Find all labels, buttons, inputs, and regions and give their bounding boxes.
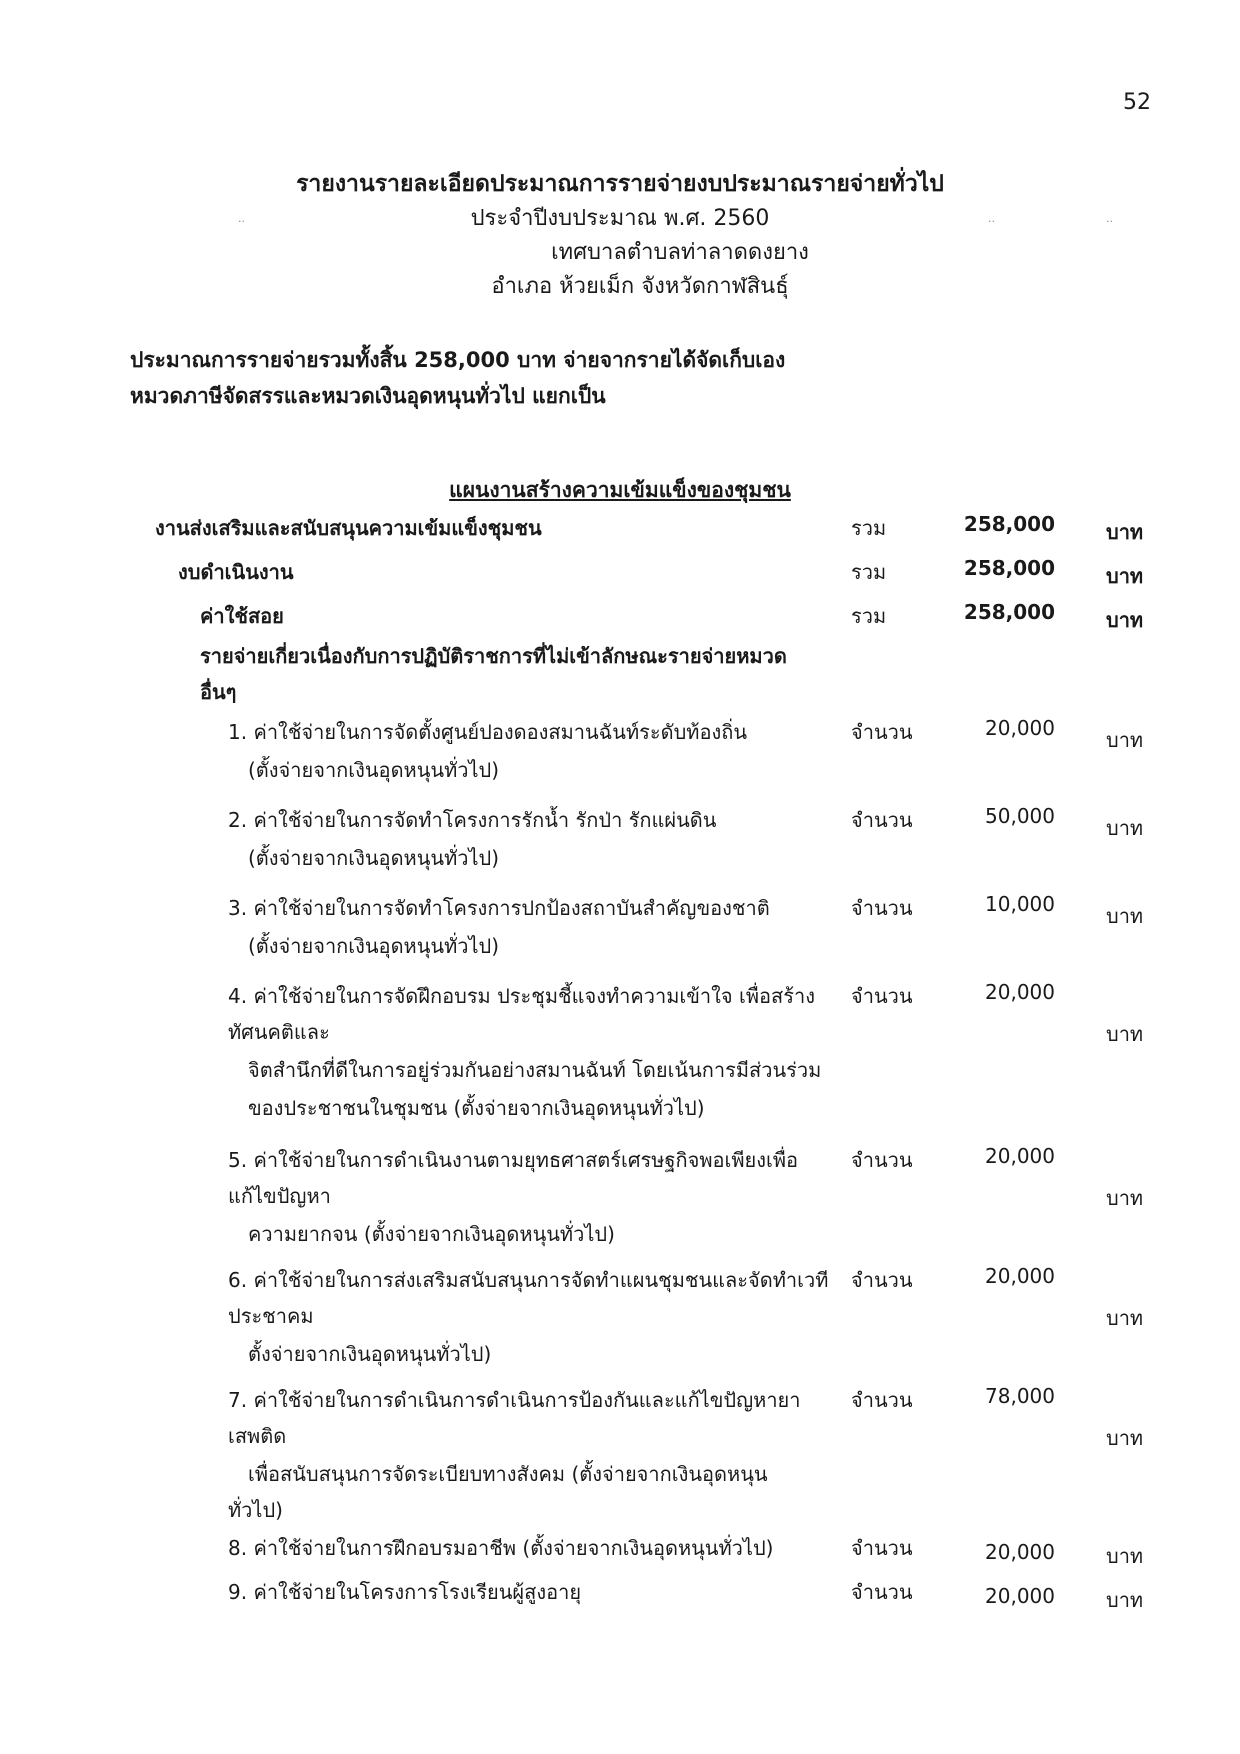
summary-label: งบดำเนินงาน xyxy=(178,560,294,584)
item-unit: บาท xyxy=(1106,1306,1144,1330)
item-wrap: ทั่วไป) xyxy=(228,1498,283,1522)
item-label: 5. ค่าใช้จ่ายในการดำเนินงานตามยุทธศาสตร์เศรษฐกิจพอเพียงเพื่อ xyxy=(228,1148,799,1172)
item-note: เพื่อสนับสนุนการจัดระเบียบทางสังคม (ตั้งจ่ายจากเงินอุดหนุน xyxy=(248,1462,768,1486)
summary-label: ค่าใช้สอย xyxy=(200,604,284,628)
item-note: (ตั้งจ่ายจากเงินอุดหนุนทั่วไป) xyxy=(248,846,500,870)
item-note: ของประชาชนในชุมชน (ตั้งจ่ายจากเงินอุดหนุนทั่วไป) xyxy=(248,1096,705,1120)
item-word: จำนวน xyxy=(851,1580,913,1604)
item-unit: บาท xyxy=(1106,904,1144,928)
item-amount: 78,000 xyxy=(985,1384,1055,1408)
item-amount: 10,000 xyxy=(985,892,1055,916)
item-word: จำนวน xyxy=(851,1148,913,1172)
category-line-2: อื่นๆ xyxy=(200,680,237,704)
item-word: จำนวน xyxy=(851,720,913,744)
item-amount: 20,000 xyxy=(985,1144,1055,1168)
item-word: จำนวน xyxy=(851,984,913,1008)
item-amount: 20,000 xyxy=(985,1264,1055,1288)
district-province: อำเภอ ห้วยเม็ก จังหวัดกาฬสินธุ์ xyxy=(491,274,789,299)
scan-dot: .. xyxy=(988,212,995,225)
item-wrap: เสพติด xyxy=(228,1424,287,1448)
summary-word: รวม xyxy=(851,560,887,584)
summary-label: งานส่งเสริมและสนับสนุนความเข้มแข็งชุมชน xyxy=(155,516,542,540)
item-label: 3. ค่าใช้จ่ายในการจัดทำโครงการปกป้องสถาบันสำคัญของชาติ xyxy=(228,896,770,920)
item-label: 1. ค่าใช้จ่ายในการจัดตั้งศูนย์ปองดองสมานฉันท์ระดับท้องถิ่น xyxy=(228,720,748,744)
item-amount: 20,000 xyxy=(985,1584,1055,1608)
summary-unit: บาท xyxy=(1106,520,1144,544)
item-amount: 20,000 xyxy=(985,980,1055,1004)
item-unit: บาท xyxy=(1106,816,1144,840)
intro-line-2: หมวดภาษีจัดสรรและหมวดเงินอุดหนุนทั่วไป แยกเป็น xyxy=(130,384,606,408)
item-note: จิตสำนึกที่ดีในการอยู่ร่วมกันอย่างสมานฉันท์ โดยเน้นการมีส่วนร่วม xyxy=(248,1058,822,1082)
item-label: 8. ค่าใช้จ่ายในการฝึกอบรมอาชีพ (ตั้งจ่ายจากเงินอุดหนุนทั่วไป) xyxy=(228,1536,774,1560)
scan-dot: .. xyxy=(238,212,245,225)
summary-amount: 258,000 xyxy=(963,512,1055,536)
item-wrap: ประชาคม xyxy=(228,1304,314,1328)
fiscal-year: ประจำปีงบประมาณ พ.ศ. 2560 xyxy=(470,206,770,231)
summary-word: รวม xyxy=(851,604,887,628)
item-word: จำนวน xyxy=(851,1536,913,1560)
plan-title: แผนงานสร้างความเข้มแข็งของชุมชน xyxy=(449,478,791,502)
item-note: (ตั้งจ่ายจากเงินอุดหนุนทั่วไป) xyxy=(248,758,500,782)
item-amount: 50,000 xyxy=(985,804,1055,828)
item-label: 6. ค่าใช้จ่ายในการส่งเสริมสนับสนุนการจัดทำแผนชุมชนและจัดทำเวที xyxy=(228,1268,829,1292)
scan-dot: .. xyxy=(1106,212,1113,225)
item-note: ตั้งจ่ายจากเงินอุดหนุนทั่วไป) xyxy=(248,1342,492,1366)
category-line-1: รายจ่ายเกี่ยวเนื่องกับการปฏิบัติราชการที่ไม่เข้าลักษณะรายจ่ายหมวด xyxy=(200,644,787,668)
item-word: จำนวน xyxy=(851,1268,913,1292)
item-unit: บาท xyxy=(1106,1588,1144,1612)
item-amount: 20,000 xyxy=(985,1540,1055,1564)
summary-amount: 258,000 xyxy=(963,556,1055,580)
item-label: 7. ค่าใช้จ่ายในการดำเนินการดำเนินการป้องกันและแก้ไขปัญหายา xyxy=(228,1388,801,1412)
item-unit: บาท xyxy=(1106,1544,1144,1568)
item-unit: บาท xyxy=(1106,1022,1144,1046)
summary-unit: บาท xyxy=(1106,564,1144,588)
item-label: 2. ค่าใช้จ่ายในการจัดทำโครงการรักน้ำ รักป่า รักแผ่นดิน xyxy=(228,808,717,832)
item-word: จำนวน xyxy=(851,896,913,920)
organization-name: เทศบาลตำบลท่าลาดดงยาง xyxy=(551,240,809,265)
item-wrap: แก้ไขปัญหา xyxy=(228,1184,331,1208)
item-unit: บาท xyxy=(1106,1426,1144,1450)
summary-unit: บาท xyxy=(1106,608,1144,632)
item-note: ความยากจน (ตั้งจ่ายจากเงินอุดหนุนทั่วไป) xyxy=(248,1222,615,1246)
summary-word: รวม xyxy=(851,516,887,540)
item-unit: บาท xyxy=(1106,728,1144,752)
item-label: 9. ค่าใช้จ่ายในโครงการโรงเรียนผู้สูงอายุ xyxy=(228,1580,582,1604)
page-number: 52 xyxy=(1123,90,1151,115)
item-amount: 20,000 xyxy=(985,716,1055,740)
item-unit: บาท xyxy=(1106,1186,1144,1210)
summary-amount: 258,000 xyxy=(963,600,1055,624)
report-title: รายงานรายละเอียดประมาณการรายจ่ายงบประมาณรายจ่ายทั่วไป xyxy=(296,171,944,197)
item-word: จำนวน xyxy=(851,808,913,832)
item-wrap: ทัศนคติและ xyxy=(228,1020,330,1044)
item-note: (ตั้งจ่ายจากเงินอุดหนุนทั่วไป) xyxy=(248,934,500,958)
item-word: จำนวน xyxy=(851,1388,913,1412)
intro-line-1: ประมาณการรายจ่ายรวมทั้งสิ้น 258,000 บาท จ่ายจากรายได้จัดเก็บเอง xyxy=(130,348,786,372)
item-label: 4. ค่าใช้จ่ายในการจัดฝึกอบรม ประชุมชี้แจงทำความเข้าใจ เพื่อสร้าง xyxy=(228,984,815,1008)
